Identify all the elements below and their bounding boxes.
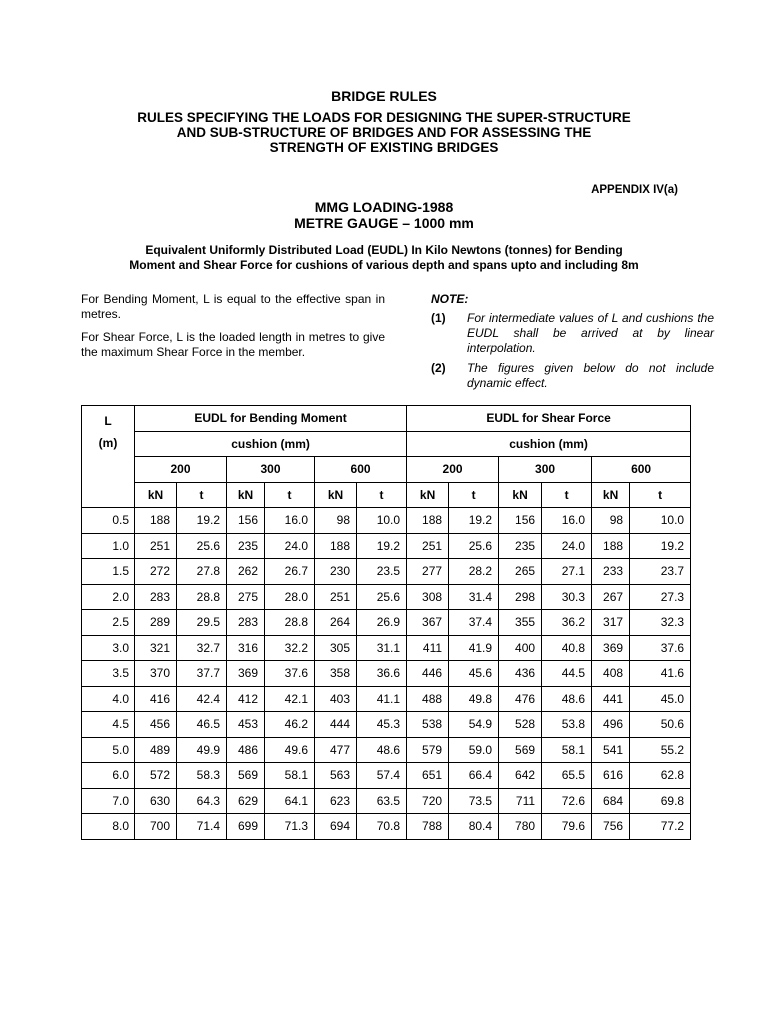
eudl-value-cell: 63.5 xyxy=(357,788,407,814)
span-length-cell: 4.0 xyxy=(82,686,135,712)
table-row xyxy=(82,737,691,763)
span-length-cell: 8.0 xyxy=(82,814,135,840)
eudl-value-cell: 24.0 xyxy=(542,533,592,559)
eudl-value-cell: 569 xyxy=(499,737,542,763)
eudl-value-cell: 73.5 xyxy=(449,788,499,814)
eudl-value-cell: 305 xyxy=(315,635,357,661)
table-row xyxy=(82,814,691,840)
eudl-value-cell: 26.9 xyxy=(357,610,407,636)
gauge-title: METRE GAUGE – 1000 mm xyxy=(294,215,474,231)
eudl-value-cell: 19.2 xyxy=(357,533,407,559)
eudl-value-cell: 27.8 xyxy=(177,559,227,585)
eudl-value-cell: 569 xyxy=(227,763,265,789)
eudl-value-cell: 477 xyxy=(315,737,357,763)
eudl-value-cell: 370 xyxy=(135,661,177,687)
eudl-value-cell: 412 xyxy=(227,686,265,712)
document-title: BRIDGE RULES xyxy=(331,88,437,104)
span-length-cell: 2.0 xyxy=(82,584,135,610)
eudl-value-cell: 289 xyxy=(135,610,177,636)
eudl-value-cell: 50.6 xyxy=(630,712,691,738)
loading-heading xyxy=(0,199,768,231)
eudl-value-cell: 10.0 xyxy=(630,508,691,534)
eudl-value-cell: 563 xyxy=(315,763,357,789)
eudl-value-cell: 48.6 xyxy=(542,686,592,712)
eudl-value-cell: 298 xyxy=(499,584,542,610)
eudl-value-cell: 79.6 xyxy=(542,814,592,840)
eudl-value-cell: 25.6 xyxy=(449,533,499,559)
eudl-value-cell: 28.8 xyxy=(177,584,227,610)
eudl-value-cell: 251 xyxy=(315,584,357,610)
eudl-value-cell: 283 xyxy=(135,584,177,610)
l-unit: (m) xyxy=(98,436,118,450)
bending-definition: For Bending Moment, L is equal to the effective span in metres. xyxy=(81,292,385,321)
eudl-value-cell: 37.6 xyxy=(630,635,691,661)
eudl-value-cell: 25.6 xyxy=(357,584,407,610)
eudl-value-cell: 69.8 xyxy=(630,788,691,814)
span-length-cell: 3.5 xyxy=(82,661,135,687)
unit-header: t xyxy=(630,482,691,508)
eudl-value-cell: 456 xyxy=(135,712,177,738)
description-line: Moment and Shear Force for cushions of various depth and spans upto and including 8m xyxy=(129,258,639,272)
table-row xyxy=(82,763,691,789)
eudl-value-cell: 31.4 xyxy=(449,584,499,610)
eudl-value-cell: 31.1 xyxy=(357,635,407,661)
eudl-value-cell: 700 xyxy=(135,814,177,840)
eudl-value-cell: 26.7 xyxy=(265,559,315,585)
eudl-value-cell: 32.7 xyxy=(177,635,227,661)
eudl-value-cell: 317 xyxy=(592,610,630,636)
eudl-value-cell: 156 xyxy=(227,508,265,534)
l-column-header xyxy=(82,406,135,508)
unit-header: kN xyxy=(135,482,177,508)
eudl-value-cell: 24.0 xyxy=(265,533,315,559)
eudl-value-cell: 37.4 xyxy=(449,610,499,636)
eudl-value-cell: 369 xyxy=(227,661,265,687)
note-block xyxy=(431,292,714,396)
eudl-value-cell: 37.7 xyxy=(177,661,227,687)
eudl-value-cell: 572 xyxy=(135,763,177,789)
note-heading: NOTE: xyxy=(431,292,469,306)
eudl-value-cell: 54.9 xyxy=(449,712,499,738)
eudl-value-cell: 275 xyxy=(227,584,265,610)
eudl-value-cell: 16.0 xyxy=(265,508,315,534)
eudl-value-cell: 59.0 xyxy=(449,737,499,763)
table-row xyxy=(82,610,691,636)
cushion-header: cushion (mm) xyxy=(407,431,691,457)
note-item xyxy=(431,361,714,391)
subtitle-line: STRENGTH OF EXISTING BRIDGES xyxy=(269,140,499,155)
cushion-value-header: 200 xyxy=(135,457,227,483)
span-length-cell: 0.5 xyxy=(82,508,135,534)
eudl-value-cell: 267 xyxy=(592,584,630,610)
eudl-value-cell: 188 xyxy=(407,508,449,534)
eudl-value-cell: 10.0 xyxy=(357,508,407,534)
note-text: For intermediate values of L and cushions the EUDL shall be arrived at by linear interpolation. xyxy=(467,311,714,355)
cushion-value-header: 200 xyxy=(407,457,499,483)
table-row xyxy=(82,712,691,738)
eudl-value-cell: 528 xyxy=(499,712,542,738)
unit-header: kN xyxy=(227,482,265,508)
eudl-value-cell: 756 xyxy=(592,814,630,840)
eudl-value-cell: 235 xyxy=(227,533,265,559)
eudl-value-cell: 45.3 xyxy=(357,712,407,738)
eudl-value-cell: 188 xyxy=(592,533,630,559)
eudl-value-cell: 71.4 xyxy=(177,814,227,840)
eudl-value-cell: 446 xyxy=(407,661,449,687)
eudl-value-cell: 251 xyxy=(407,533,449,559)
definitions xyxy=(81,292,385,368)
eudl-value-cell: 629 xyxy=(227,788,265,814)
subtitle-line: AND SUB-STRUCTURE OF BRIDGES AND FOR ASSESSING THE xyxy=(176,125,592,140)
span-length-cell: 5.0 xyxy=(82,737,135,763)
eudl-value-cell: 30.3 xyxy=(542,584,592,610)
eudl-value-cell: 788 xyxy=(407,814,449,840)
eudl-value-cell: 42.1 xyxy=(265,686,315,712)
eudl-value-cell: 720 xyxy=(407,788,449,814)
eudl-value-cell: 29.5 xyxy=(177,610,227,636)
eudl-value-cell: 251 xyxy=(135,533,177,559)
table-description xyxy=(0,243,768,273)
eudl-value-cell: 355 xyxy=(499,610,542,636)
eudl-value-cell: 36.6 xyxy=(357,661,407,687)
eudl-value-cell: 71.3 xyxy=(265,814,315,840)
eudl-value-cell: 64.3 xyxy=(177,788,227,814)
subtitle-line: RULES SPECIFYING THE LOADS FOR DESIGNING THE SUPER-STRUCTURE xyxy=(137,110,631,125)
span-length-cell: 7.0 xyxy=(82,788,135,814)
eudl-value-cell: 156 xyxy=(499,508,542,534)
eudl-value-cell: 496 xyxy=(592,712,630,738)
note-text: The figures given below do not include dynamic effect. xyxy=(467,361,714,390)
span-length-cell: 4.5 xyxy=(82,712,135,738)
bending-moment-header: EUDL for Bending Moment xyxy=(135,406,407,432)
eudl-value-cell: 64.1 xyxy=(265,788,315,814)
eudl-value-cell: 262 xyxy=(227,559,265,585)
eudl-value-cell: 27.3 xyxy=(630,584,691,610)
appendix-label: APPENDIX IV(a) xyxy=(591,184,678,196)
eudl-value-cell: 233 xyxy=(592,559,630,585)
eudl-value-cell: 37.6 xyxy=(265,661,315,687)
eudl-value-cell: 46.2 xyxy=(265,712,315,738)
table-row xyxy=(82,584,691,610)
eudl-value-cell: 41.9 xyxy=(449,635,499,661)
eudl-value-cell: 58.3 xyxy=(177,763,227,789)
eudl-value-cell: 711 xyxy=(499,788,542,814)
eudl-value-cell: 16.0 xyxy=(542,508,592,534)
eudl-value-cell: 49.9 xyxy=(177,737,227,763)
eudl-value-cell: 642 xyxy=(499,763,542,789)
eudl-value-cell: 46.5 xyxy=(177,712,227,738)
shear-force-header: EUDL for Shear Force xyxy=(407,406,691,432)
eudl-value-cell: 44.5 xyxy=(542,661,592,687)
eudl-value-cell: 264 xyxy=(315,610,357,636)
eudl-value-cell: 49.6 xyxy=(265,737,315,763)
table-row xyxy=(82,686,691,712)
span-length-cell: 3.0 xyxy=(82,635,135,661)
eudl-value-cell: 630 xyxy=(135,788,177,814)
cushion-value-header: 600 xyxy=(592,457,691,483)
eudl-value-cell: 579 xyxy=(407,737,449,763)
eudl-value-cell: 486 xyxy=(227,737,265,763)
eudl-value-cell: 62.8 xyxy=(630,763,691,789)
eudl-value-cell: 411 xyxy=(407,635,449,661)
eudl-value-cell: 45.0 xyxy=(630,686,691,712)
eudl-value-cell: 72.6 xyxy=(542,788,592,814)
unit-header: kN xyxy=(499,482,542,508)
shear-definition: For Shear Force, L is the loaded length in metres to give the maximum Shear Force in the member. xyxy=(81,330,385,359)
eudl-value-cell: 98 xyxy=(592,508,630,534)
eudl-value-cell: 316 xyxy=(227,635,265,661)
eudl-value-cell: 699 xyxy=(227,814,265,840)
unit-header: t xyxy=(265,482,315,508)
eudl-value-cell: 188 xyxy=(315,533,357,559)
eudl-value-cell: 358 xyxy=(315,661,357,687)
document-subtitle xyxy=(0,110,768,155)
eudl-value-cell: 58.1 xyxy=(265,763,315,789)
eudl-value-cell: 476 xyxy=(499,686,542,712)
eudl-value-cell: 408 xyxy=(592,661,630,687)
eudl-value-cell: 98 xyxy=(315,508,357,534)
description-line: Equivalent Uniformly Distributed Load (EUDL) In Kilo Newtons (tonnes) for Bending xyxy=(145,243,623,257)
cushion-value-header: 600 xyxy=(315,457,407,483)
l-label: L xyxy=(104,414,112,428)
eudl-value-cell: 27.1 xyxy=(542,559,592,585)
note-number: (1) xyxy=(431,311,446,325)
eudl-value-cell: 65.5 xyxy=(542,763,592,789)
eudl-value-cell: 28.2 xyxy=(449,559,499,585)
unit-header: kN xyxy=(407,482,449,508)
eudl-table xyxy=(81,405,691,840)
eudl-value-cell: 623 xyxy=(315,788,357,814)
eudl-value-cell: 694 xyxy=(315,814,357,840)
eudl-value-cell: 616 xyxy=(592,763,630,789)
eudl-value-cell: 780 xyxy=(499,814,542,840)
eudl-value-cell: 41.6 xyxy=(630,661,691,687)
eudl-value-cell: 28.0 xyxy=(265,584,315,610)
eudl-value-cell: 272 xyxy=(135,559,177,585)
eudl-value-cell: 684 xyxy=(592,788,630,814)
eudl-value-cell: 19.2 xyxy=(630,533,691,559)
eudl-value-cell: 651 xyxy=(407,763,449,789)
eudl-value-cell: 70.8 xyxy=(357,814,407,840)
table-row xyxy=(82,788,691,814)
eudl-value-cell: 36.2 xyxy=(542,610,592,636)
eudl-value-cell: 283 xyxy=(227,610,265,636)
eudl-value-cell: 265 xyxy=(499,559,542,585)
eudl-value-cell: 23.7 xyxy=(630,559,691,585)
eudl-value-cell: 441 xyxy=(592,686,630,712)
eudl-value-cell: 188 xyxy=(135,508,177,534)
eudl-value-cell: 49.8 xyxy=(449,686,499,712)
eudl-value-cell: 369 xyxy=(592,635,630,661)
eudl-value-cell: 538 xyxy=(407,712,449,738)
eudl-value-cell: 77.2 xyxy=(630,814,691,840)
unit-row xyxy=(82,482,691,508)
span-length-cell: 2.5 xyxy=(82,610,135,636)
unit-header: t xyxy=(357,482,407,508)
eudl-value-cell: 42.4 xyxy=(177,686,227,712)
eudl-value-cell: 45.6 xyxy=(449,661,499,687)
table-row xyxy=(82,635,691,661)
unit-header: t xyxy=(449,482,499,508)
eudl-value-cell: 32.2 xyxy=(265,635,315,661)
eudl-value-cell: 55.2 xyxy=(630,737,691,763)
note-number: (2) xyxy=(431,361,446,375)
eudl-value-cell: 488 xyxy=(407,686,449,712)
note-item xyxy=(431,311,714,356)
eudl-value-cell: 53.8 xyxy=(542,712,592,738)
eudl-value-cell: 32.3 xyxy=(630,610,691,636)
eudl-value-cell: 444 xyxy=(315,712,357,738)
span-length-cell: 1.5 xyxy=(82,559,135,585)
table-row xyxy=(82,533,691,559)
eudl-value-cell: 403 xyxy=(315,686,357,712)
eudl-value-cell: 436 xyxy=(499,661,542,687)
eudl-value-cell: 235 xyxy=(499,533,542,559)
eudl-value-cell: 57.4 xyxy=(357,763,407,789)
eudl-value-cell: 367 xyxy=(407,610,449,636)
eudl-value-cell: 400 xyxy=(499,635,542,661)
eudl-value-cell: 66.4 xyxy=(449,763,499,789)
unit-header: kN xyxy=(315,482,357,508)
cushion-value-header: 300 xyxy=(499,457,592,483)
eudl-value-cell: 58.1 xyxy=(542,737,592,763)
eudl-value-cell: 23.5 xyxy=(357,559,407,585)
unit-header: t xyxy=(177,482,227,508)
eudl-value-cell: 277 xyxy=(407,559,449,585)
cushion-value-header: 300 xyxy=(227,457,315,483)
eudl-value-cell: 40.8 xyxy=(542,635,592,661)
span-length-cell: 6.0 xyxy=(82,763,135,789)
eudl-body xyxy=(82,508,691,840)
eudl-value-cell: 416 xyxy=(135,686,177,712)
eudl-value-cell: 25.6 xyxy=(177,533,227,559)
eudl-value-cell: 489 xyxy=(135,737,177,763)
eudl-value-cell: 453 xyxy=(227,712,265,738)
eudl-value-cell: 41.1 xyxy=(357,686,407,712)
eudl-value-cell: 19.2 xyxy=(449,508,499,534)
table-row xyxy=(82,661,691,687)
eudl-value-cell: 308 xyxy=(407,584,449,610)
table-row xyxy=(82,559,691,585)
eudl-value-cell: 48.6 xyxy=(357,737,407,763)
eudl-value-cell: 80.4 xyxy=(449,814,499,840)
unit-header: kN xyxy=(592,482,630,508)
cushion-header: cushion (mm) xyxy=(135,431,407,457)
eudl-value-cell: 541 xyxy=(592,737,630,763)
eudl-value-cell: 230 xyxy=(315,559,357,585)
unit-header: t xyxy=(542,482,592,508)
eudl-value-cell: 19.2 xyxy=(177,508,227,534)
eudl-value-cell: 28.8 xyxy=(265,610,315,636)
table-row xyxy=(82,508,691,534)
loading-title: MMG LOADING-1988 xyxy=(314,199,454,215)
eudl-value-cell: 321 xyxy=(135,635,177,661)
span-length-cell: 1.0 xyxy=(82,533,135,559)
